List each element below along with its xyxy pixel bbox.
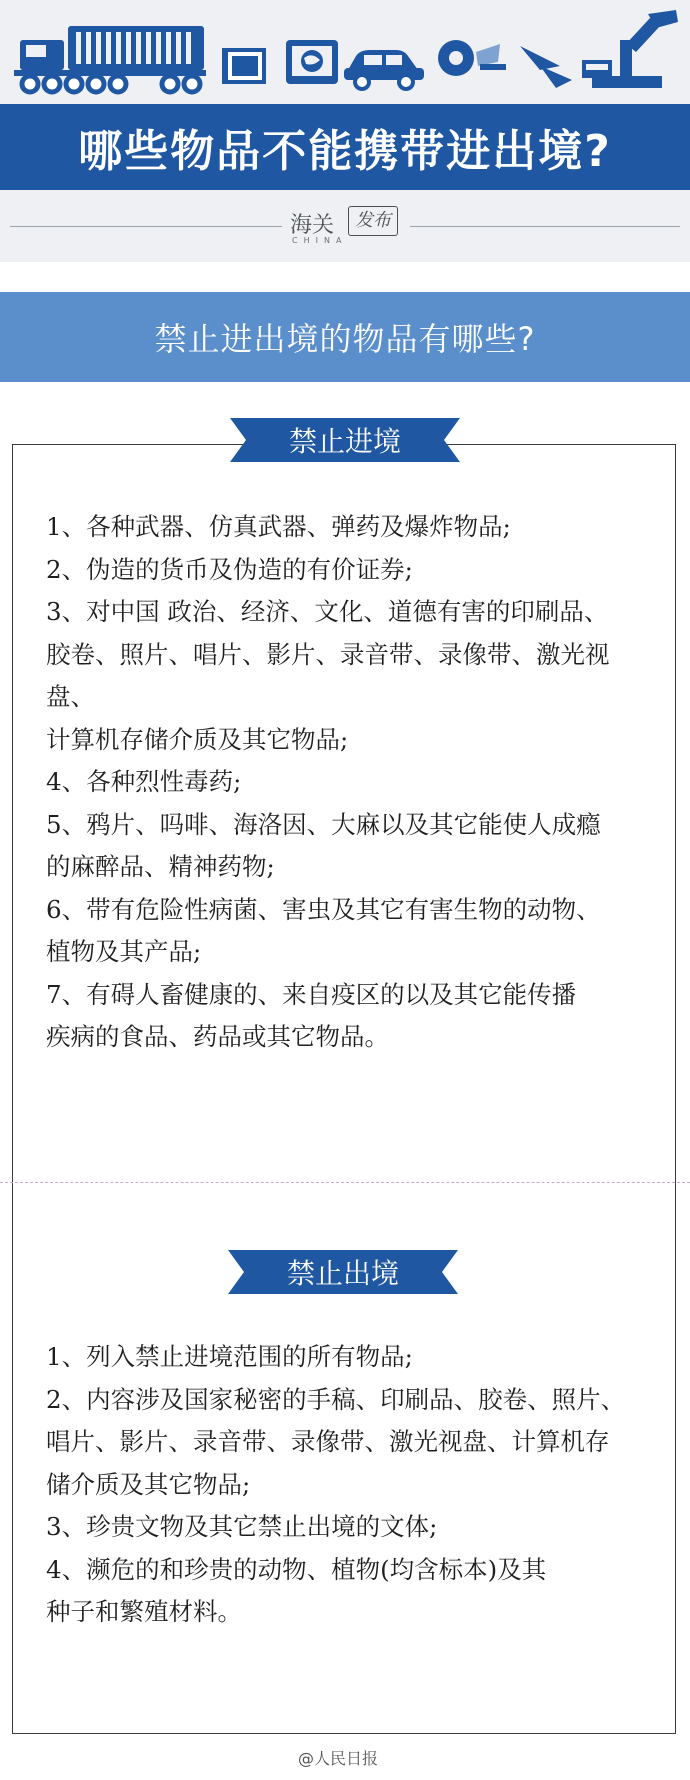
list-item: 2、内容涉及国家秘密的手稿、印刷品、胶卷、照片、 bbox=[46, 1384, 626, 1414]
saw-blade-icon bbox=[438, 40, 506, 76]
exit-ribbon bbox=[228, 1250, 458, 1294]
brand-sub-text: CHINA bbox=[292, 236, 348, 245]
truck-icon bbox=[14, 26, 206, 92]
list-item: 4、濒危的和珍贵的动物、植物(均含标本)及其 bbox=[46, 1554, 547, 1584]
entry-list bbox=[46, 506, 656, 1059]
header-icons bbox=[0, 0, 690, 104]
list-item: 植物及其产品; bbox=[46, 937, 202, 966]
title-bar bbox=[0, 104, 690, 190]
page-title: 哪些物品不能携带进出境? bbox=[78, 126, 612, 177]
section-banner bbox=[0, 292, 690, 382]
computer-icon bbox=[286, 40, 338, 84]
car-icon bbox=[344, 50, 424, 89]
brand-row bbox=[0, 196, 690, 258]
plane-icon bbox=[520, 46, 572, 88]
list-item: 1、各种武器、仿真武器、弹药及爆炸物品; bbox=[46, 512, 511, 541]
entry-ribbon bbox=[230, 418, 460, 462]
list-item: 的麻醉品、精神药物; bbox=[46, 852, 275, 881]
exit-label: 禁止出境 bbox=[286, 1257, 399, 1290]
list-item: 6、带有危险性病菌、害虫及其它有害生物的动物、 bbox=[46, 894, 601, 924]
list-item: 疾病的食品、药品或其它物品。 bbox=[46, 1022, 389, 1051]
divider-line bbox=[10, 226, 282, 227]
list-item: 4、各种烈性毒药; bbox=[46, 767, 242, 796]
dashed-divider bbox=[0, 1182, 690, 1183]
divider-line bbox=[410, 226, 680, 227]
list-item: 3、珍贵文物及其它禁止出境的文体; bbox=[46, 1512, 438, 1541]
list-item: 7、有碍人畜健康的、来自疫区的以及其它能传播 bbox=[46, 979, 577, 1009]
list-item: 种子和繁殖材料。 bbox=[46, 1597, 242, 1626]
entry-label: 禁止进境 bbox=[288, 425, 401, 458]
list-item: 储介质及其它物品; bbox=[46, 1469, 251, 1499]
brand-box-text: 发布 bbox=[348, 206, 398, 236]
header bbox=[0, 0, 690, 262]
list-item: 胶卷、照片、唱片、影片、录音带、录像带、激光视盘、 bbox=[46, 639, 610, 711]
exit-list bbox=[46, 1336, 656, 1634]
book-icon bbox=[222, 48, 266, 84]
list-item: 5、鸦片、吗啡、海洛因、大麻以及其它能使人成瘾 bbox=[46, 809, 601, 839]
brand-main-text: 海关 bbox=[290, 213, 335, 238]
robot-arm-icon bbox=[582, 10, 678, 88]
list-item: 2、伪造的货币及伪造的有价证券; bbox=[46, 554, 413, 584]
list-item: 计算机存储介质及其它物品; bbox=[46, 724, 349, 754]
list-item: 唱片、影片、录音带、录像带、激光视盘、计算机存 bbox=[46, 1427, 610, 1456]
section-title: 禁止进出境的物品有哪些? bbox=[154, 320, 536, 358]
customs-logo bbox=[290, 206, 402, 248]
list-item: 1、列入禁止进境范围的所有物品; bbox=[46, 1342, 413, 1371]
watermark: @人民日报 bbox=[298, 1749, 379, 1768]
list-item: 3、对中国 政治、经济、文化、道德有害的印刷品、 bbox=[46, 597, 609, 626]
